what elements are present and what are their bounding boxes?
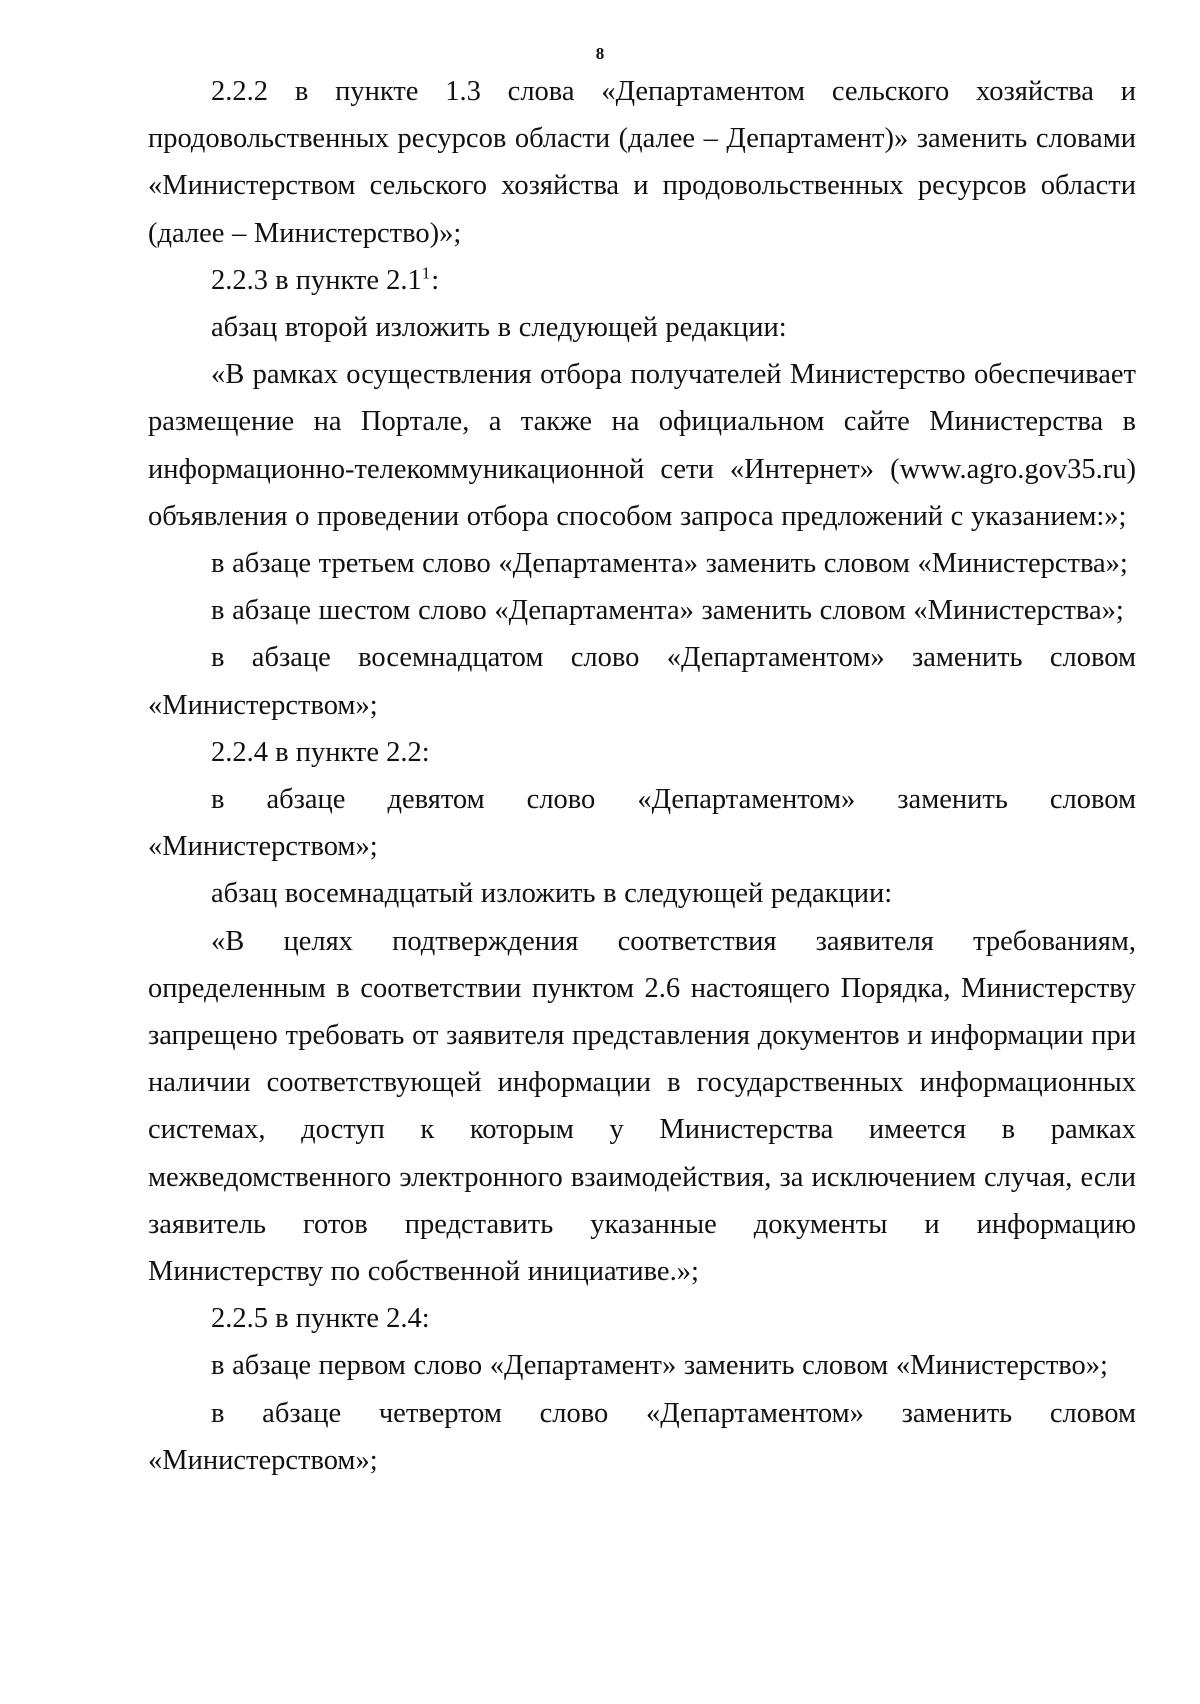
paragraph-quote-trebovaniya: «В целях подтверждения соответствия заявителя требованиям, определенным в соответствии пунктом 2.6 настоящего Порядка, Министерству запрещено требовать от заявителя представления документов и информации при наличии соответствующей информации в государственных информационных системах, доступ к которым у Министерства имеется в рамках межведомственного электронного взаимодействия, за исключением случая, если заявитель готов представить указанные документы и информацию Министерству по собственной инициативе.»;	[148, 925, 1136, 1288]
paragraph-2-2-2: 2.2.2 в пункте 1.3 слова «Департаментом сельского хозяйства и продовольственных ресурсов области (далее – Департамент)» заменить словами «Министерством сельского хозяйства и продовольственных ресурсов области (далее – Министерство)»;	[148, 76, 1136, 249]
paragraph-abzac-vosemnadcatyy: в абзаце восемнадцатом слово «Департаментом» заменить словом «Министерством»;	[148, 642, 1136, 721]
paragraph-2-2-3-lead: 2.2.3 в пункте 2.1	[211, 264, 422, 296]
page-number: 8	[595, 44, 605, 63]
paragraph-quote-otbor: «В рамках осуществления отбора получателей Министерство обеспечивает размещение на Портале, а также на официальном сайте Министерства в информационно-телекоммуникационной сети «Интернет» (www.agro.gov35.ru) объявления о проведении отбора способом запроса предложений с указанием:»;	[148, 359, 1136, 532]
paragraph-abzac-tretiy: в абзаце третьем слово «Департамента» заменить словом «Министерства»;	[211, 548, 1128, 580]
paragraph-abzac-devyatyy: в абзаце девятом слово «Департаментом» заменить словом «Министерством»;	[148, 784, 1136, 863]
paragraph-abzac-pervyy: в абзаце первом слово «Департамент» заменить словом «Министерство»;	[211, 1350, 1108, 1382]
paragraph-abzac-vtoroy: абзац второй изложить в следующей редакции:	[211, 312, 787, 344]
document-body	[148, 68, 1136, 1484]
superscript-marker: 1	[421, 263, 431, 283]
paragraph-abzac-chetvertyy: в абзаце четвертом слово «Департаментом» заменить словом «Министерством»;	[148, 1397, 1136, 1476]
paragraph-2-2-5-heading: 2.2.5 в пункте 2.4:	[211, 1303, 430, 1335]
paragraph-abzac-vosemnadcatyy-redakciya: абзац восемнадцатый изложить в следующей редакции:	[211, 878, 893, 910]
paragraph-2-2-3-heading	[148, 257, 1136, 304]
paragraph-2-2-4-heading: 2.2.4 в пункте 2.2:	[211, 736, 430, 768]
paragraph-abzac-shestoy: в абзаце шестом слово «Департамента» заменить словом «Министерства»;	[211, 595, 1124, 627]
paragraph-2-2-3-colon: :	[431, 264, 440, 296]
